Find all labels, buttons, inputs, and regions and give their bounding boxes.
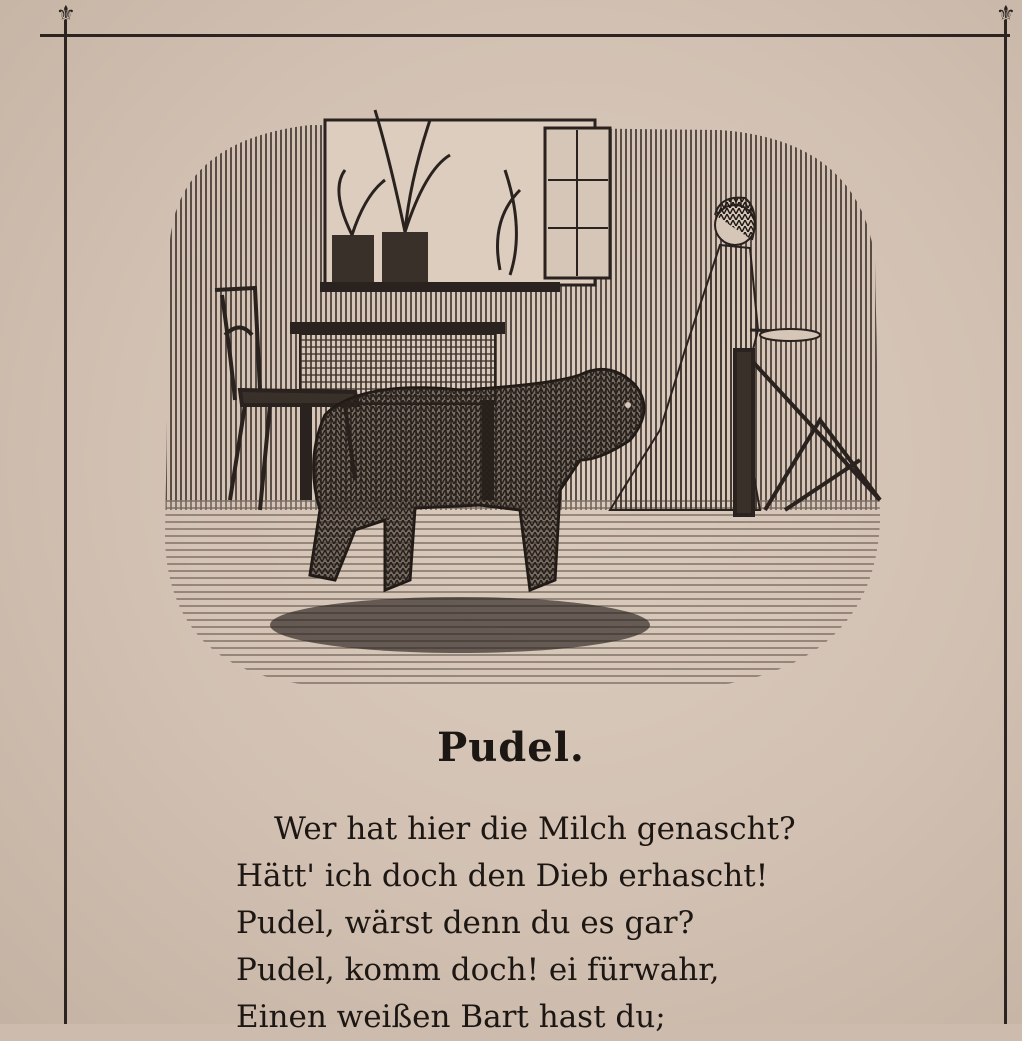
fleuron-ornament-icon: ⚜ [996,2,1016,27]
page-border-left [64,20,67,1024]
poem-text [236,806,936,1041]
poem-line: Pudel, wärst denn du es gar? [236,905,695,941]
fleuron-ornament-icon: ⚜ [56,2,76,27]
poem-line: Wer hat hier die Milch genascht? [274,811,796,847]
poem-title: Pudel. [437,724,585,771]
poem-line: Einen weißen Bart hast du; [236,999,666,1035]
woodcut-illustration [160,100,885,690]
page-border-right [1004,20,1007,1024]
page-border-top [40,34,1010,37]
poem-line: Pudel, komm doch! ei fürwahr, [236,952,720,988]
poem-line: Hätt' ich doch den Dieb erhascht! [236,858,769,894]
